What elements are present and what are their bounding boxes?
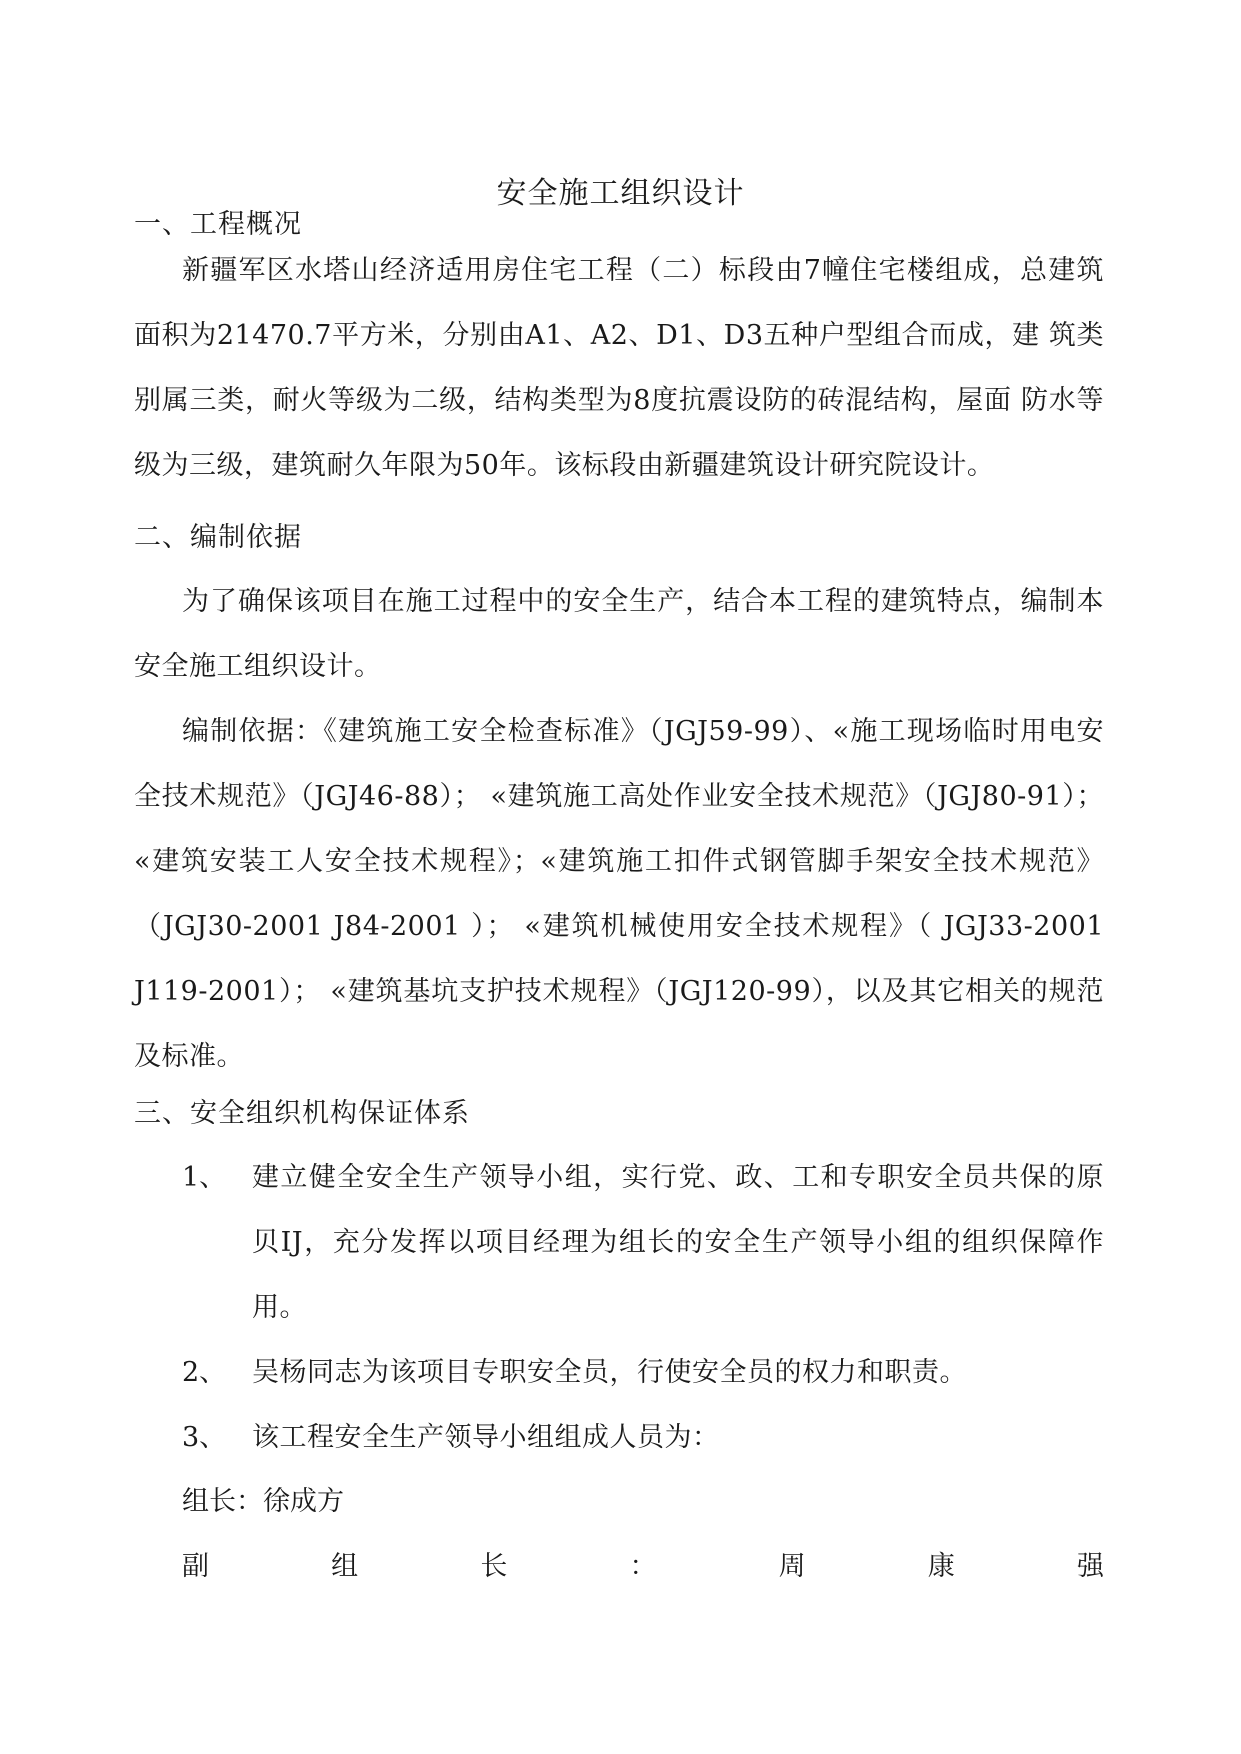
section2-paragraph-2: 编制依据：《建筑施工安全检查标准》（JGJ59-99）、«施工现场临时用电安全技术规范》（JGJ46-88）； «建筑施工高处作业安全技术规范》（JGJ80-91）； «建筑安装工人安全技术规程》；«建筑施工扣件式钢管脚手架安全技术规范》（JGJ30-2001 J84-2001 ）； «建筑机械使用安全技术规程》（ JGJ33-2001 J119-2001）； «建筑基坑支护技术规程》（JGJ120-99），以及其它相关的规范及标准。 <box>134 716 1104 1072</box>
deputy-leader-line <box>182 1547 1104 1587</box>
list-text: 建立健全安全生产领导小组，实行党、政、工和专职安全员共保的原贝IJ，充分发挥以项目经理为组长的安全生产领导小组的组织保障作用。 <box>252 1162 1104 1323</box>
section2-paragraph-1: 为了确保该项目在施工过程中的安全生产，结合本工程的建筑特点，编制本安全施工组织设计。 <box>134 586 1104 682</box>
section3-heading: 三、安全组织机构保证体系 <box>134 1098 470 1129</box>
deputy-char: ： <box>629 1551 657 1582</box>
deputy-char: 康 <box>927 1551 955 1582</box>
section1-paragraph: 新疆军区水塔山经济适用房住宅工程（二）标段由7幢住宅楼组成，总建筑面积为21470.7平方米，分别由A1、A2、D1、D3五种户型组合而成，建 筑类别属三类，耐火等级为二级，结构类型为8度抗震设防的砖混结构，屋面 防水等级为三级，建筑耐久年限为50年。该标段由新疆建筑设计研究院设计。 <box>134 255 1104 481</box>
list-number: 1、 <box>182 1162 227 1193</box>
list-item-1 <box>182 1145 1104 1340</box>
deputy-char: 长 <box>480 1551 508 1582</box>
section2-heading: 二、编制依据 <box>134 522 302 553</box>
deputy-char: 组 <box>331 1551 359 1582</box>
list-item-2 <box>182 1340 1104 1405</box>
leader-line: 组长：徐成方 <box>182 1486 344 1517</box>
list-number: 2、 <box>182 1357 227 1388</box>
list-item-3 <box>182 1405 1104 1470</box>
list-number: 3、 <box>182 1422 227 1453</box>
list-text: 该工程安全生产领导小组组成人员为： <box>252 1422 720 1453</box>
document-title: 安全施工组织设计 <box>496 176 745 211</box>
list-text: 吴杨同志为该项目专职安全员，行使安全员的权力和职责。 <box>252 1357 967 1388</box>
deputy-char: 周 <box>778 1551 806 1582</box>
section1-heading: 一、工程概况 <box>134 209 302 240</box>
deputy-char: 副 <box>182 1551 209 1582</box>
deputy-char: 强 <box>1076 1551 1104 1582</box>
